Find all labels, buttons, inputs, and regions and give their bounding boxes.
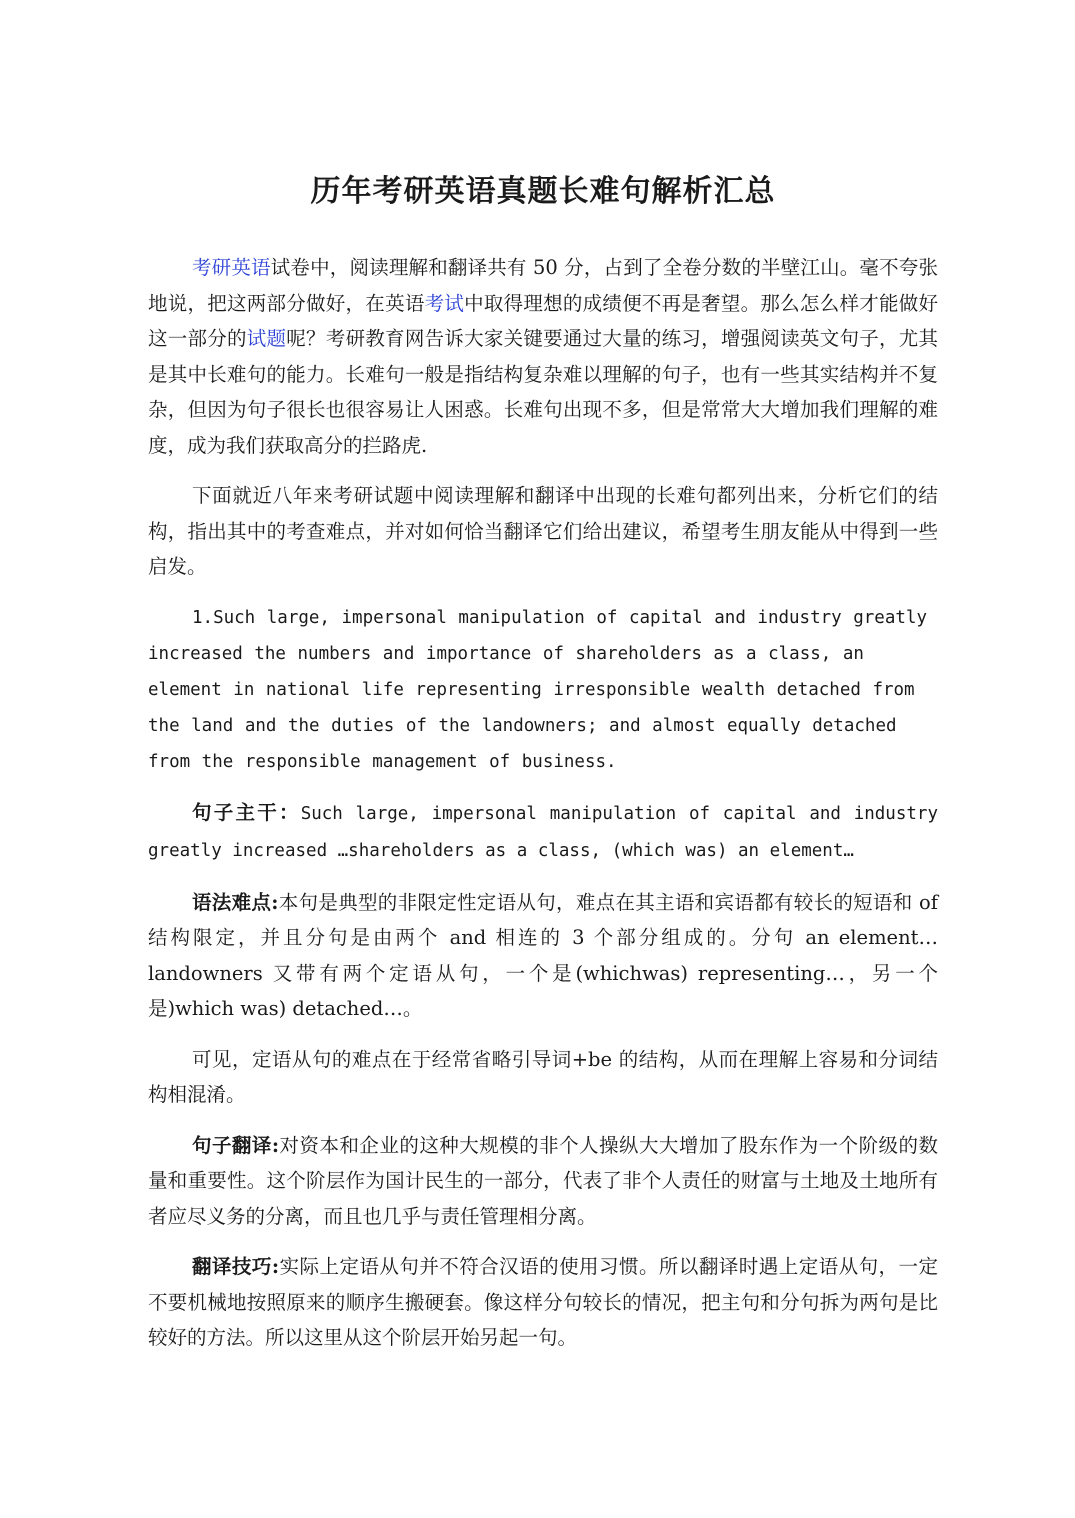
link-kaoyan-english[interactable]: 考研英语 xyxy=(192,256,271,279)
grammar-text: 本句是典型的非限定性定语从句，难点在其主语和宾语都有较长的短语和 of 结构限定，并且分句是由两个 and 相连的 3 个部分组成的。分句 an element…landowners 又带有两个定语从句，一个是(whichwas) representing…，另一个是)which was) detached…。 xyxy=(148,890,939,1020)
translation-label: 句子翻译: xyxy=(192,1133,280,1157)
grammar-label: 语法难点: xyxy=(192,890,279,914)
translation-text: 对资本和企业的这种大规模的非个人操纵大大增加了股东作为一个阶级的数量和重要性。这个阶层作为国计民生的一部分，代表了非个人责任的财富与土地及土地所有者应尽义务的分离，而且也几乎与责任管理相分离。 xyxy=(148,1133,938,1228)
grammar-paragraph xyxy=(148,885,938,1027)
main-clause-paragraph xyxy=(148,795,938,870)
link-questions[interactable]: 试题 xyxy=(246,327,287,350)
link-exam[interactable]: 考试 xyxy=(424,291,465,315)
translation-paragraph xyxy=(148,1128,938,1235)
intro-paragraph xyxy=(148,250,938,463)
note-paragraph: 可见，定语从句的难点在于经常省略引导词+be 的结构，从而在理解上容易和分词结构相混淆。 xyxy=(148,1047,938,1106)
technique-label: 翻译技巧: xyxy=(192,1255,280,1278)
document-title: 历年考研英语真题长难句解析汇总 xyxy=(310,174,776,209)
intro-text-1: 试卷中，阅读理解和翻译共有 50 分，占到了全卷分数的半壁江山。毫不夸张地说，把这两部分做好，在英语 xyxy=(148,256,938,315)
main-clause-text: Such large, impersonal manipulation of capital and industry greatly increased …shareholders as a class, (which was) an element… xyxy=(148,803,938,861)
overview-paragraph: 下面就近八年来考研试题中阅读理解和翻译中出现的长难句都列出来，分析它们的结构，指出其中的考查难点，并对如何恰当翻译它们给出建议，希望考生朋友能从中得到一些启发。 xyxy=(148,484,938,578)
technique-text: 实际上定语从句并不符合汉语的使用习惯。所以翻译时遇上定语从句，一定不要机械地按照原来的顺序生搬硬套。像这样分句较长的情况，把主句和分句拆为两句是比较好的方法。所以这里从这个阶层开始另起一句。 xyxy=(148,1255,938,1349)
main-clause-label: 句子主干： xyxy=(192,800,301,824)
intro-text-3: 呢？考研教育网告诉大家关键要通过大量的练习，增强阅读英文句子，尤其是其中长难句的能力。长难句一般是指结构复杂难以理解的句子，也有一些其实结构并不复杂，但因为句子很长也很容易让人困惑。长难句出现不多，但是常常大大增加我们理解的难度，成为我们获取高分的拦路虎. xyxy=(148,327,938,457)
intro-text-2: 中取得理想的成绩便不再是奢望。那么怎么样才能做好这一部分的 xyxy=(148,291,938,350)
example-sentence-1: 1.Such large, impersonal manipulation of capital and industry greatly increased the numbers and importance of shareholders as a class, an element in national life representing irresponsible wealth detached from the land and the duties of the landowners; and almost equally detached from the responsible management of business. xyxy=(148,607,927,772)
technique-paragraph xyxy=(148,1249,938,1356)
document-page xyxy=(148,170,938,1371)
